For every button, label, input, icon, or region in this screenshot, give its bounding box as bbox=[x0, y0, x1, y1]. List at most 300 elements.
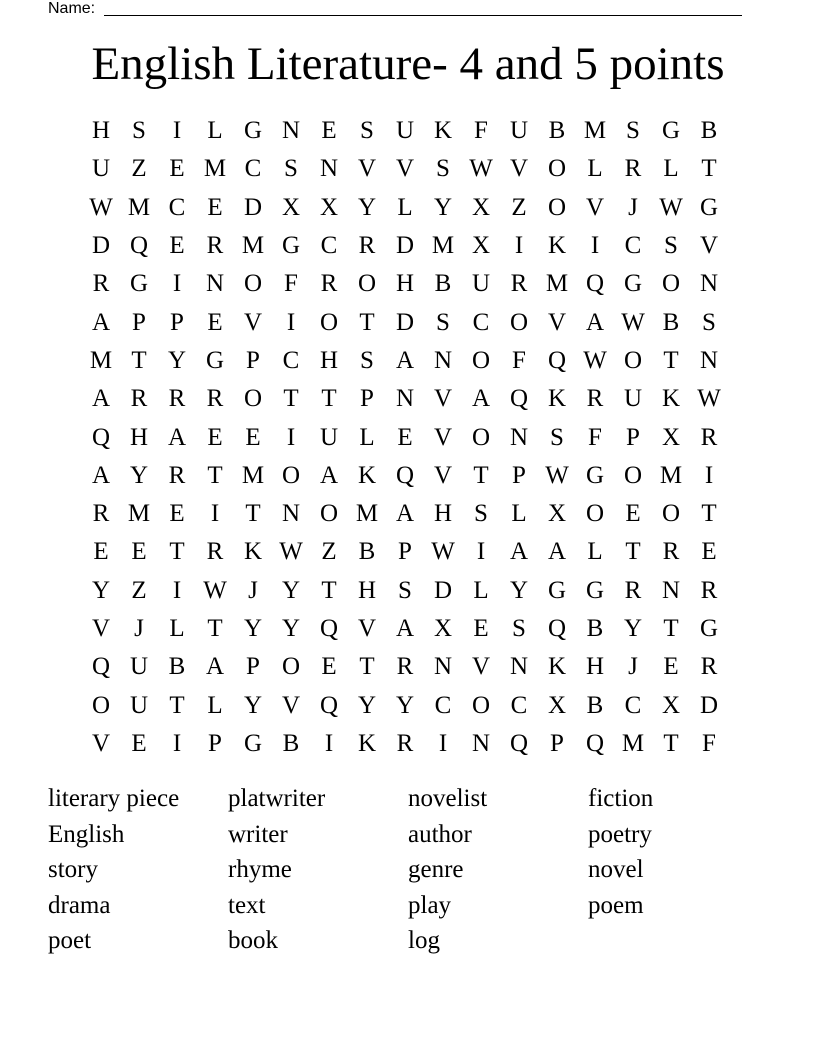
grid-letter: C bbox=[168, 193, 186, 221]
grid-letter: P bbox=[132, 308, 146, 336]
grid-letter: M bbox=[203, 155, 227, 183]
grid-letter: F bbox=[702, 729, 716, 757]
grid-letter: T bbox=[701, 500, 717, 528]
grid-letter: X bbox=[471, 193, 491, 221]
grid-letter: T bbox=[359, 653, 375, 681]
grid-letter: X bbox=[661, 691, 681, 719]
grid-letter: A bbox=[91, 308, 111, 336]
grid-letter: U bbox=[623, 385, 643, 413]
grid-letter: U bbox=[91, 155, 111, 183]
grid-letter: U bbox=[319, 423, 339, 451]
grid-letter: U bbox=[129, 691, 149, 719]
grid-letter: H bbox=[91, 117, 111, 145]
grid-letter: H bbox=[129, 423, 149, 451]
grid-letter: F bbox=[474, 117, 488, 145]
grid-letter: O bbox=[623, 346, 643, 374]
grid-letter: D bbox=[91, 232, 111, 260]
grid-letter: M bbox=[241, 232, 265, 260]
grid-letter: W bbox=[469, 155, 493, 183]
word-bank-item: book bbox=[228, 927, 278, 955]
grid-letter: C bbox=[510, 691, 528, 719]
grid-letter: Q bbox=[509, 729, 529, 757]
grid-letter: P bbox=[550, 729, 564, 757]
grid-letter: Y bbox=[281, 576, 301, 604]
grid-letter: L bbox=[207, 691, 223, 719]
word-bank-item: author bbox=[408, 820, 472, 848]
grid-letter: E bbox=[207, 423, 223, 451]
grid-letter: S bbox=[626, 117, 640, 145]
grid-letter: S bbox=[284, 155, 298, 183]
grid-letter: O bbox=[91, 691, 111, 719]
grid-letter: Y bbox=[167, 346, 187, 374]
grid-letter: Y bbox=[623, 615, 643, 642]
name-underline bbox=[104, 15, 742, 16]
grid-letter: Y bbox=[509, 576, 529, 604]
grid-letter: K bbox=[357, 461, 377, 489]
grid-letter: R bbox=[168, 385, 186, 413]
grid-letter: P bbox=[398, 538, 412, 566]
grid-letter: S bbox=[474, 500, 488, 528]
grid-letter: H bbox=[395, 270, 415, 298]
grid-letter: N bbox=[433, 653, 453, 681]
word-bank-item: poet bbox=[48, 927, 92, 955]
grid-letter: Q bbox=[585, 729, 605, 757]
grid-letter: L bbox=[511, 500, 527, 528]
grid-letter: R bbox=[92, 270, 110, 298]
grid-letter: S bbox=[550, 423, 564, 451]
grid-letter: G bbox=[699, 615, 719, 642]
grid-letter: H bbox=[433, 500, 453, 528]
grid-letter: R bbox=[206, 385, 224, 413]
grid-letter: T bbox=[245, 500, 261, 528]
grid-letter: S bbox=[436, 308, 450, 336]
grid-letter: T bbox=[169, 691, 185, 719]
grid-letter: R bbox=[662, 538, 680, 566]
grid-letter: Y bbox=[129, 461, 149, 489]
word-bank-item: poetry bbox=[588, 820, 652, 848]
grid-letter: A bbox=[319, 461, 339, 489]
grid-row bbox=[82, 686, 728, 724]
grid-letter: I bbox=[476, 538, 486, 566]
grid-letter: D bbox=[395, 308, 415, 336]
grid-letter: I bbox=[590, 232, 600, 260]
page-title: English Literature- 4 and 5 points bbox=[91, 38, 725, 90]
grid-letter: L bbox=[359, 423, 375, 451]
grid-letter: M bbox=[583, 117, 607, 145]
grid-letter: S bbox=[360, 346, 374, 374]
grid-letter: Q bbox=[319, 691, 339, 719]
grid-letter: L bbox=[397, 193, 413, 221]
grid-letter: Y bbox=[357, 193, 377, 221]
grid-letter: Y bbox=[433, 193, 453, 221]
grid-letter: K bbox=[357, 729, 377, 757]
grid-letter: E bbox=[169, 500, 185, 528]
grid-letter: V bbox=[91, 615, 111, 642]
grid-letter: O bbox=[585, 500, 605, 528]
grid-letter: Q bbox=[547, 615, 567, 642]
grid-letter: B bbox=[282, 729, 300, 757]
grid-letter: M bbox=[659, 461, 683, 489]
grid-letter: E bbox=[663, 653, 679, 681]
grid-letter: R bbox=[700, 653, 718, 681]
grid-letter: P bbox=[360, 385, 374, 413]
grid-row bbox=[82, 150, 728, 188]
grid-letter: M bbox=[545, 270, 569, 298]
grid-letter: Y bbox=[357, 691, 377, 719]
grid-letter: K bbox=[433, 117, 453, 145]
grid-letter: W bbox=[659, 193, 683, 221]
word-bank-item: text bbox=[228, 891, 266, 919]
grid-letter: T bbox=[663, 346, 679, 374]
grid-letter: O bbox=[319, 308, 339, 336]
grid-letter: A bbox=[471, 385, 491, 413]
grid-letter: I bbox=[286, 423, 296, 451]
grid-letter: V bbox=[433, 461, 453, 489]
grid-letter: T bbox=[625, 538, 641, 566]
grid-row bbox=[82, 342, 728, 380]
grid-letter: O bbox=[661, 500, 681, 528]
grid-letter: L bbox=[587, 155, 603, 183]
grid-letter: Q bbox=[547, 346, 567, 374]
grid-letter: Q bbox=[129, 232, 149, 260]
grid-letter: O bbox=[281, 653, 301, 681]
grid-letter: N bbox=[471, 729, 491, 757]
grid-letter: T bbox=[663, 729, 679, 757]
grid-letter: E bbox=[169, 232, 185, 260]
word-bank-item: English bbox=[48, 820, 125, 848]
grid-letter: P bbox=[626, 423, 640, 451]
grid-letter: N bbox=[433, 346, 453, 374]
grid-letter: C bbox=[434, 691, 452, 719]
grid-letter: B bbox=[586, 615, 604, 642]
grid-letter: G bbox=[243, 729, 263, 757]
word-bank-item: log bbox=[408, 927, 440, 955]
grid-letter: X bbox=[281, 193, 301, 221]
word-bank-item: platwriter bbox=[228, 785, 326, 812]
grid-letter: W bbox=[431, 538, 455, 566]
grid-letter: G bbox=[243, 117, 263, 145]
grid-letter: B bbox=[168, 653, 186, 681]
grid-letter: O bbox=[623, 461, 643, 489]
grid-letter: N bbox=[699, 270, 719, 298]
grid-letter: O bbox=[509, 308, 529, 336]
word-bank-item: literary piece bbox=[48, 785, 180, 812]
grid-letter: S bbox=[436, 155, 450, 183]
grid-letter: Y bbox=[91, 576, 111, 604]
grid-letter: G bbox=[585, 576, 605, 604]
grid-letter: Y bbox=[281, 615, 301, 642]
grid-letter: U bbox=[129, 653, 149, 681]
grid-row bbox=[82, 725, 728, 763]
grid-letter: E bbox=[93, 538, 109, 566]
grid-letter: P bbox=[246, 653, 260, 681]
grid-letter: I bbox=[172, 576, 182, 604]
grid-letter: Q bbox=[509, 385, 529, 413]
grid-letter: J bbox=[134, 615, 144, 642]
grid-letter: S bbox=[132, 117, 146, 145]
grid-letter: V bbox=[433, 385, 453, 413]
grid-letter: G bbox=[129, 270, 149, 298]
word-bank-item: writer bbox=[228, 820, 288, 848]
grid-letter: B bbox=[358, 538, 376, 566]
grid-letter: A bbox=[205, 653, 225, 681]
grid-letter: W bbox=[697, 385, 721, 413]
grid-letter: G bbox=[661, 117, 681, 145]
grid-letter: P bbox=[170, 308, 184, 336]
grid-letter: X bbox=[661, 423, 681, 451]
grid-letter: S bbox=[512, 615, 526, 642]
word-bank-item: drama bbox=[48, 891, 111, 919]
grid-letter: I bbox=[438, 729, 448, 757]
word-bank bbox=[48, 782, 768, 960]
grid-letter: T bbox=[207, 461, 223, 489]
grid-letter: R bbox=[700, 423, 718, 451]
grid-letter: C bbox=[244, 155, 262, 183]
grid-letter: Y bbox=[395, 691, 415, 719]
grid-letter: E bbox=[207, 193, 223, 221]
grid-letter: O bbox=[661, 270, 681, 298]
grid-letter: M bbox=[127, 500, 151, 528]
grid-letter: S bbox=[360, 117, 374, 145]
grid-row bbox=[82, 495, 728, 533]
grid-letter: E bbox=[169, 155, 185, 183]
grid-letter: Z bbox=[131, 155, 147, 183]
grid-letter: K bbox=[547, 385, 567, 413]
grid-row bbox=[82, 303, 728, 341]
grid-letter: O bbox=[357, 270, 377, 298]
grid-letter: M bbox=[431, 232, 455, 260]
grid-letter: E bbox=[245, 423, 261, 451]
grid-letter: N bbox=[509, 653, 529, 681]
grid-letter: S bbox=[702, 308, 716, 336]
grid-letter: I bbox=[514, 232, 524, 260]
grid-letter: N bbox=[281, 500, 301, 528]
grid-letter: F bbox=[588, 423, 602, 451]
grid-letter: M bbox=[127, 193, 151, 221]
grid-letter: D bbox=[699, 691, 719, 719]
grid-letter: K bbox=[661, 385, 681, 413]
grid-letter: Z bbox=[321, 538, 337, 566]
grid-letter: G bbox=[623, 270, 643, 298]
grid-letter: R bbox=[396, 653, 414, 681]
grid-letter: A bbox=[167, 423, 187, 451]
grid-letter: B bbox=[548, 117, 566, 145]
grid-letter: V bbox=[547, 308, 567, 336]
grid-row bbox=[82, 572, 728, 610]
word-search-grid bbox=[82, 112, 728, 763]
grid-letter: R bbox=[320, 270, 338, 298]
grid-letter: C bbox=[624, 691, 642, 719]
word-bank-item: play bbox=[408, 891, 452, 919]
grid-letter: C bbox=[282, 346, 300, 374]
grid-letter: J bbox=[248, 576, 258, 604]
grid-letter: V bbox=[433, 423, 453, 451]
grid-letter: G bbox=[205, 346, 225, 374]
grid-letter: X bbox=[433, 615, 453, 642]
grid-row bbox=[82, 610, 728, 648]
grid-letter: Q bbox=[585, 270, 605, 298]
grid-letter: K bbox=[547, 232, 567, 260]
grid-letter: B bbox=[662, 308, 680, 336]
grid-letter: W bbox=[545, 461, 569, 489]
grid-letter: C bbox=[472, 308, 490, 336]
grid-letter: L bbox=[587, 538, 603, 566]
grid-letter: I bbox=[172, 270, 182, 298]
grid-letter: N bbox=[395, 385, 415, 413]
grid-letter: N bbox=[699, 346, 719, 374]
grid-letter: E bbox=[625, 500, 641, 528]
grid-letter: Q bbox=[319, 615, 339, 642]
grid-letter: R bbox=[206, 232, 224, 260]
grid-letter: V bbox=[585, 193, 605, 221]
grid-letter: S bbox=[664, 232, 678, 260]
grid-letter: D bbox=[395, 232, 415, 260]
grid-letter: D bbox=[243, 193, 263, 221]
grid-letter: S bbox=[398, 576, 412, 604]
grid-row bbox=[82, 189, 728, 227]
grid-letter: O bbox=[471, 691, 491, 719]
name-label: Name: bbox=[48, 0, 96, 17]
grid-letter: W bbox=[583, 346, 607, 374]
grid-letter: T bbox=[131, 346, 147, 374]
grid-letter: V bbox=[395, 155, 415, 183]
grid-letter: R bbox=[92, 500, 110, 528]
grid-row bbox=[82, 227, 728, 265]
grid-letter: V bbox=[357, 615, 377, 642]
grid-letter: O bbox=[471, 423, 491, 451]
grid-letter: L bbox=[207, 117, 223, 145]
grid-letter: B bbox=[434, 270, 452, 298]
grid-letter: N bbox=[509, 423, 529, 451]
grid-letter: O bbox=[281, 461, 301, 489]
grid-letter: A bbox=[509, 538, 529, 566]
grid-letter: Q bbox=[91, 653, 111, 681]
grid-letter: I bbox=[324, 729, 334, 757]
grid-letter: T bbox=[283, 385, 299, 413]
grid-letter: M bbox=[89, 346, 113, 374]
word-bank-item: rhyme bbox=[228, 856, 292, 884]
grid-letter: A bbox=[395, 500, 415, 528]
grid-letter: P bbox=[246, 346, 260, 374]
grid-letter: Q bbox=[91, 423, 111, 451]
grid-letter: T bbox=[473, 461, 489, 489]
grid-letter: A bbox=[91, 461, 111, 489]
grid-letter: H bbox=[319, 346, 339, 374]
grid-letter: W bbox=[89, 193, 113, 221]
grid-letter: A bbox=[585, 308, 605, 336]
grid-letter: N bbox=[661, 576, 681, 604]
grid-letter: V bbox=[357, 155, 377, 183]
grid-letter: H bbox=[585, 653, 605, 681]
grid-letter: X bbox=[471, 232, 491, 260]
name-field[interactable] bbox=[48, 0, 742, 18]
grid-row bbox=[82, 112, 728, 150]
grid-letter: F bbox=[512, 346, 526, 374]
grid-letter: W bbox=[203, 576, 227, 604]
word-bank-item: novelist bbox=[408, 785, 488, 812]
grid-letter: T bbox=[169, 538, 185, 566]
grid-letter: A bbox=[91, 385, 111, 413]
grid-letter: W bbox=[279, 538, 303, 566]
grid-row bbox=[82, 265, 728, 303]
grid-letter: Q bbox=[395, 461, 415, 489]
grid-letter: G bbox=[699, 193, 719, 221]
grid-letter: M bbox=[241, 461, 265, 489]
grid-letter: V bbox=[471, 653, 491, 681]
grid-letter: L bbox=[169, 615, 185, 642]
grid-letter: O bbox=[319, 500, 339, 528]
grid-letter: T bbox=[359, 308, 375, 336]
grid-letter: G bbox=[281, 232, 301, 260]
grid-letter: A bbox=[395, 346, 415, 374]
grid-letter: V bbox=[281, 691, 301, 719]
grid-letter: I bbox=[172, 729, 182, 757]
grid-row bbox=[82, 457, 728, 495]
grid-letter: T bbox=[321, 576, 337, 604]
grid-letter: J bbox=[628, 193, 638, 221]
grid-letter: K bbox=[547, 653, 567, 681]
grid-letter: N bbox=[281, 117, 301, 145]
grid-letter: L bbox=[663, 155, 679, 183]
grid-letter: U bbox=[509, 117, 529, 145]
grid-letter: E bbox=[701, 538, 717, 566]
word-bank-item: genre bbox=[408, 856, 464, 884]
word-bank-item: novel bbox=[588, 856, 644, 884]
grid-letter: V bbox=[699, 232, 719, 260]
grid-letter: Y bbox=[243, 691, 263, 719]
grid-letter: X bbox=[547, 691, 567, 719]
grid-letter: T bbox=[663, 615, 679, 642]
grid-letter: Z bbox=[131, 576, 147, 604]
grid-letter: R bbox=[168, 461, 186, 489]
grid-letter: X bbox=[547, 500, 567, 528]
grid-letter: M bbox=[355, 500, 379, 528]
word-bank-item: story bbox=[48, 856, 98, 884]
grid-letter: E bbox=[321, 653, 337, 681]
grid-row bbox=[82, 418, 728, 456]
grid-letter: N bbox=[319, 155, 339, 183]
grid-letter: C bbox=[624, 232, 642, 260]
grid-letter: O bbox=[471, 346, 491, 374]
grid-letter: F bbox=[284, 270, 298, 298]
grid-letter: N bbox=[205, 270, 225, 298]
grid-letter: R bbox=[396, 729, 414, 757]
grid-letter: A bbox=[547, 538, 567, 566]
grid-letter: L bbox=[473, 576, 489, 604]
grid-letter: J bbox=[628, 653, 638, 681]
grid-letter: E bbox=[131, 729, 147, 757]
grid-letter: B bbox=[700, 117, 718, 145]
grid-letter: O bbox=[243, 270, 263, 298]
grid-letter: I bbox=[210, 500, 220, 528]
grid-letter: Z bbox=[511, 193, 527, 221]
grid-letter: E bbox=[207, 308, 223, 336]
grid-letter: Y bbox=[243, 615, 263, 642]
grid-letter: O bbox=[547, 193, 567, 221]
grid-letter: O bbox=[547, 155, 567, 183]
word-bank-item: fiction bbox=[588, 785, 654, 812]
grid-row bbox=[82, 533, 728, 571]
grid-letter: E bbox=[473, 615, 489, 642]
grid-letter: R bbox=[130, 385, 148, 413]
grid-letter: R bbox=[358, 232, 376, 260]
grid-letter: U bbox=[471, 270, 491, 298]
grid-letter: V bbox=[509, 155, 529, 183]
grid-letter: T bbox=[321, 385, 337, 413]
grid-letter: T bbox=[701, 155, 717, 183]
grid-row bbox=[82, 648, 728, 686]
grid-letter: X bbox=[319, 193, 339, 221]
